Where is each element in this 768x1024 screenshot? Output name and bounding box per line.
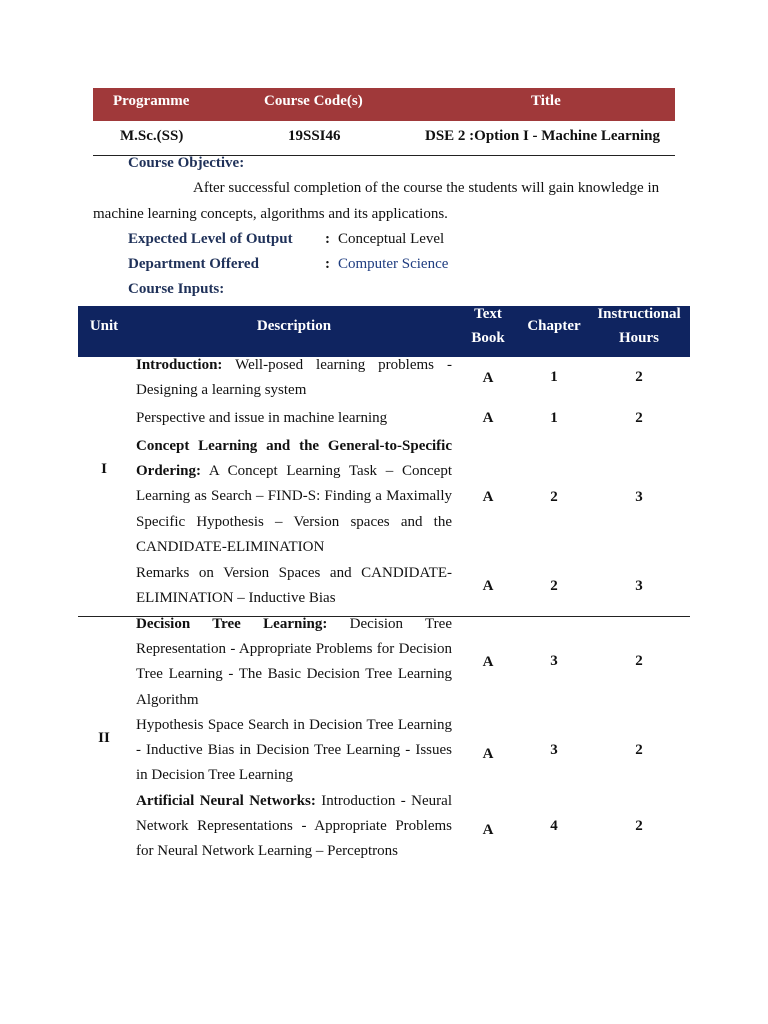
row-textbook: A — [482, 654, 494, 670]
course-header-row — [93, 121, 675, 156]
row-description: Artificial Neural Networks: Introduction - Neural Network Representations - Appropriate Problems for Neural Network Learning – Perceptrons — [136, 793, 452, 860]
programme-value: M.Sc.(SS) — [120, 128, 184, 144]
level-value: Conceptual Level — [338, 231, 445, 247]
row-chapter: 3 — [550, 653, 558, 669]
unit-label-i: I — [101, 461, 107, 477]
course-inputs-label: Course Inputs: — [128, 281, 225, 297]
row-chapter: 1 — [550, 410, 558, 426]
textbook-header-1: Text — [474, 306, 502, 322]
objective-line-2: machine learning concepts, algorithms and its applications. — [93, 206, 448, 222]
course-header-bar — [93, 88, 675, 121]
row-textbook: A — [482, 370, 494, 386]
hours-header-1: Instructional — [597, 306, 681, 322]
row-hours: 2 — [635, 369, 643, 385]
course-code-header: Course Code(s) — [264, 93, 363, 109]
hours-header-2: Hours — [618, 330, 659, 346]
row-description: Remarks on Version Spaces and CANDIDATE-ELIMINATION – Inductive Bias — [136, 565, 452, 607]
department-label: Department Offered — [128, 256, 259, 272]
course-inputs-header — [78, 306, 690, 357]
level-label: Expected Level of Output — [128, 231, 293, 247]
row-description: Decision Tree Learning: Decision Tree Representation - Appropriate Problems for Decision Tree Learning - The Basic Decision Tree Learning Algorithm — [136, 616, 452, 708]
level-colon: : — [325, 231, 330, 247]
chapter-header: Chapter — [527, 318, 581, 334]
row-hours: 2 — [635, 818, 643, 834]
row-textbook: A — [482, 489, 494, 505]
row-textbook: A — [482, 410, 494, 426]
row-chapter: 1 — [550, 369, 558, 385]
row-hours: 3 — [635, 578, 643, 594]
department-value: Computer Science — [338, 256, 449, 272]
objective-line-1: After successful completion of the course the students will gain knowledge in — [193, 180, 660, 196]
unit-label-ii: II — [98, 730, 110, 746]
row-chapter: 3 — [550, 742, 558, 758]
course-title-value: DSE 2 :Option I - Machine Learning — [425, 128, 661, 144]
row-hours: 2 — [635, 653, 643, 669]
objective-label: Course Objective: — [128, 155, 245, 171]
row-chapter: 2 — [550, 489, 558, 505]
row-chapter: 2 — [550, 578, 558, 594]
programme-header: Programme — [113, 93, 190, 109]
unit-header: Unit — [89, 318, 119, 334]
row-description: Introduction: Well-posed learning problems - Designing a learning system — [136, 357, 452, 399]
row-textbook: A — [482, 746, 494, 762]
row-description: Perspective and issue in machine learning — [136, 410, 388, 426]
row-textbook: A — [482, 822, 494, 838]
row-hours: 3 — [635, 489, 643, 505]
title-header: Title — [531, 93, 561, 109]
row-hours: 2 — [635, 742, 643, 758]
textbook-header-2: Book — [471, 330, 505, 346]
row-description: Hypothesis Space Search in Decision Tree Learning - Inductive Bias in Decision Tree Learning - Issues in Decision Tree Learning — [136, 717, 452, 784]
course-code-value: 19SSI46 — [288, 128, 341, 144]
row-description: Concept Learning and the General-to-Specific Ordering: A Concept Learning Task – Concept Learning as Search – FIND-S: Finding a Maximally Specific Hypothesis – Version spaces and the CANDIDATE-ELIMINATION — [136, 438, 452, 555]
row-hours: 2 — [635, 410, 643, 426]
row-chapter: 4 — [550, 818, 558, 834]
description-header: Description — [256, 318, 332, 334]
row-textbook: A — [482, 578, 494, 594]
department-colon: : — [325, 256, 330, 272]
